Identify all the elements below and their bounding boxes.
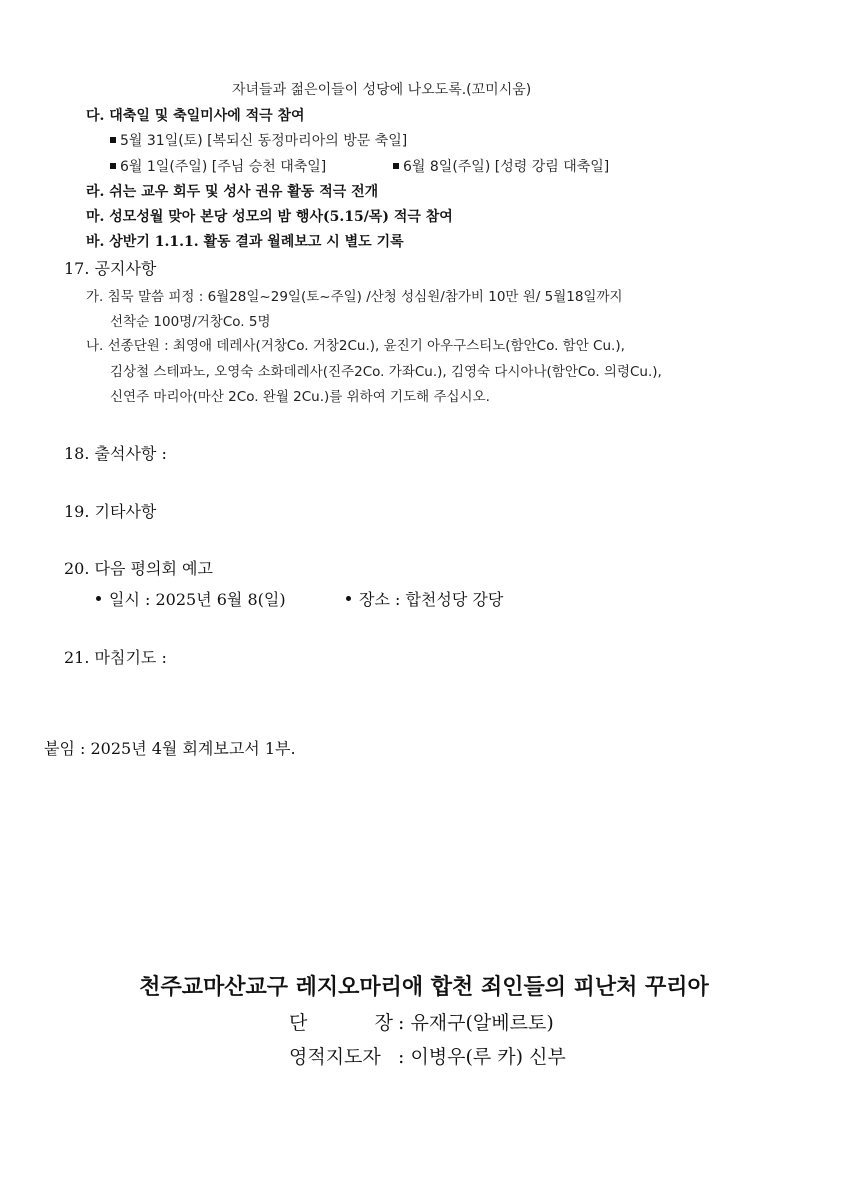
section-20-heading: 20. 다음 평의회 예고: [64, 559, 213, 578]
square-bullet-icon: [110, 163, 116, 169]
meeting-date: 일시 : 2025년 6월 8(일): [96, 587, 286, 610]
notice-na-line3: 신연주 마리아(마산 2Co. 완월 2Cu.)를 위하여 기도해 주십시오.: [110, 389, 490, 405]
bullet-icon: [346, 596, 351, 601]
top-line: 자녀들과 젊은이들이 성당에 나오도록.(꼬미시움): [232, 82, 532, 98]
notice-ga-line1: 가. 침묵 말씀 피정 : 6월28일~29일(토~주일) /산청 성심원/참가비 10만 원/ 5월18일까지: [86, 289, 623, 305]
meeting-place: 장소 : 합천성당 강당: [346, 587, 503, 610]
attachment-note: 붙임 : 2025년 4월 회계보고서 1부.: [44, 739, 296, 758]
leader-name: : 유재구(알베르토): [398, 1012, 554, 1034]
bullet-icon: [96, 596, 101, 601]
square-bullet-icon: [393, 163, 399, 169]
leader-label: 단 장: [289, 1012, 393, 1034]
notice-na-line1: 나. 선종단원 : 최영애 데레사(거창Co. 거창2Cu.), 윤진기 아우구스티노(함안Co. 함안 Cu.),: [86, 338, 625, 354]
section-da-title: 다. 대축일 및 축일미사에 적극 참여: [86, 108, 305, 124]
director-label: 영적지도자: [289, 1046, 381, 1068]
section-ma: 마. 성모성월 맞아 본당 성모의 밤 행사(5.15/목) 적극 참여: [86, 209, 453, 225]
organization-title: 천주교마산교구 레지오마리애 합천 죄인들의 피난처 꾸리아: [139, 974, 709, 1000]
notice-ga-line2: 선착순 100명/거창Co. 5명: [110, 314, 271, 330]
director-name: : 이병우(루 카) 신부: [398, 1046, 566, 1068]
section-21-heading: 21. 마침기도 :: [64, 648, 167, 667]
section-19-heading: 19. 기타사항: [64, 502, 157, 521]
square-bullet-icon: [110, 137, 116, 143]
feast-item: 5월 31일(토) [복되신 동정마리아의 방문 축일]: [110, 130, 407, 150]
notice-na-line2: 김상철 스테파노, 오영숙 소화데레사(진주2Co. 가좌Cu.), 김영숙 다시아나(함안Co. 의령Cu.),: [110, 364, 662, 380]
feast-item: 6월 1일(주일) [주님 승천 대축일]: [110, 156, 326, 176]
section-18-heading: 18. 출석사항 :: [64, 444, 167, 463]
section-ba: 바. 상반기 1.1.1. 활동 결과 월례보고 시 별도 기록: [86, 234, 404, 250]
section-17-heading: 17. 공지사항: [64, 259, 157, 278]
section-ra: 라. 쉬는 교우 회두 및 성사 권유 활동 적극 전개: [86, 184, 379, 200]
feast-item: 6월 8일(주일) [성령 강림 대축일]: [393, 156, 609, 176]
